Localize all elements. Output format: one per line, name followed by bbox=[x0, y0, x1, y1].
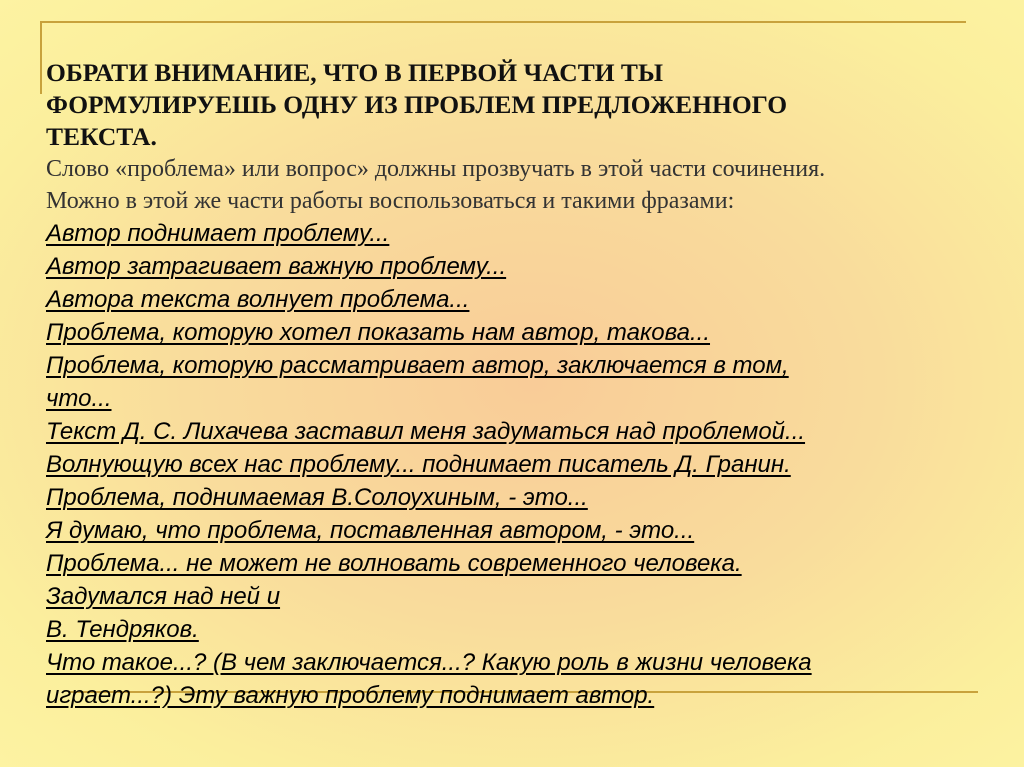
phrase-text: Проблема, которую хотел показать нам автор, такова... bbox=[46, 319, 711, 346]
phrase-text: что... bbox=[46, 385, 112, 412]
phrase-line bbox=[46, 580, 976, 613]
phrase-line bbox=[46, 547, 976, 580]
phrase-line bbox=[46, 283, 976, 316]
phrase-text: Задумался над ней и bbox=[46, 583, 281, 610]
intro-line: Можно в этой же части работы воспользоваться и такими фразами: bbox=[46, 188, 735, 214]
decorative-top-rule bbox=[40, 21, 966, 23]
heading-line: ФОРМУЛИРУЕШЬ ОДНУ ИЗ ПРОБЛЕМ ПРЕДЛОЖЕННОГО bbox=[46, 90, 788, 119]
phrase-text: Волнующую всех нас проблему... поднимает писатель Д. Гранин. bbox=[46, 451, 791, 478]
phrase-line bbox=[46, 349, 976, 382]
phrase-text: Что такое...? (В чем заключается...? Какую роль в жизни человека bbox=[46, 649, 812, 676]
phrase-line bbox=[46, 646, 976, 679]
phrase-text: В. Тендряков. bbox=[46, 616, 199, 643]
phrase-text: Текст Д. С. Лихачева заставил меня задуматься над проблемой... bbox=[46, 418, 806, 445]
heading-line: ТЕКСТА. bbox=[46, 122, 157, 151]
phrase-line bbox=[46, 514, 976, 547]
phrase-text: играет...?) Эту важную проблему поднимает автор. bbox=[46, 682, 655, 709]
heading-line: ОБРАТИ ВНИМАНИЕ, ЧТО В ПЕРВОЙ ЧАСТИ ТЫ bbox=[46, 58, 663, 87]
phrase-text: Проблема, поднимаемая В.Солоухиным, - это... bbox=[46, 484, 588, 511]
phrase-text: Автор затрагивает важную проблему... bbox=[46, 253, 507, 280]
decorative-left-rule bbox=[40, 21, 42, 94]
phrase-line bbox=[46, 679, 976, 712]
intro-line: Слово «проблема» или вопрос» должны прозвучать в этой части сочинения. bbox=[46, 156, 826, 182]
phrase-text: Я думаю, что проблема, поставленная автором, - это... bbox=[46, 517, 695, 544]
phrase-line bbox=[46, 250, 976, 283]
slide-content bbox=[46, 57, 976, 712]
phrase-text: Автора текста волнует проблема... bbox=[46, 286, 470, 313]
phrase-line bbox=[46, 415, 976, 448]
phrase-line bbox=[46, 316, 976, 349]
phrase-text: Проблема... не может не волновать современного человека. bbox=[46, 550, 742, 577]
phrase-text: Автор поднимает проблему... bbox=[46, 220, 390, 247]
phrase-line bbox=[46, 481, 976, 514]
phrase-text: Проблема, которую рассматривает автор, заключается в том, bbox=[46, 352, 789, 379]
phrase-line bbox=[46, 217, 976, 250]
phrase-line bbox=[46, 448, 976, 481]
phrase-line bbox=[46, 613, 976, 646]
phrase-line bbox=[46, 382, 976, 415]
